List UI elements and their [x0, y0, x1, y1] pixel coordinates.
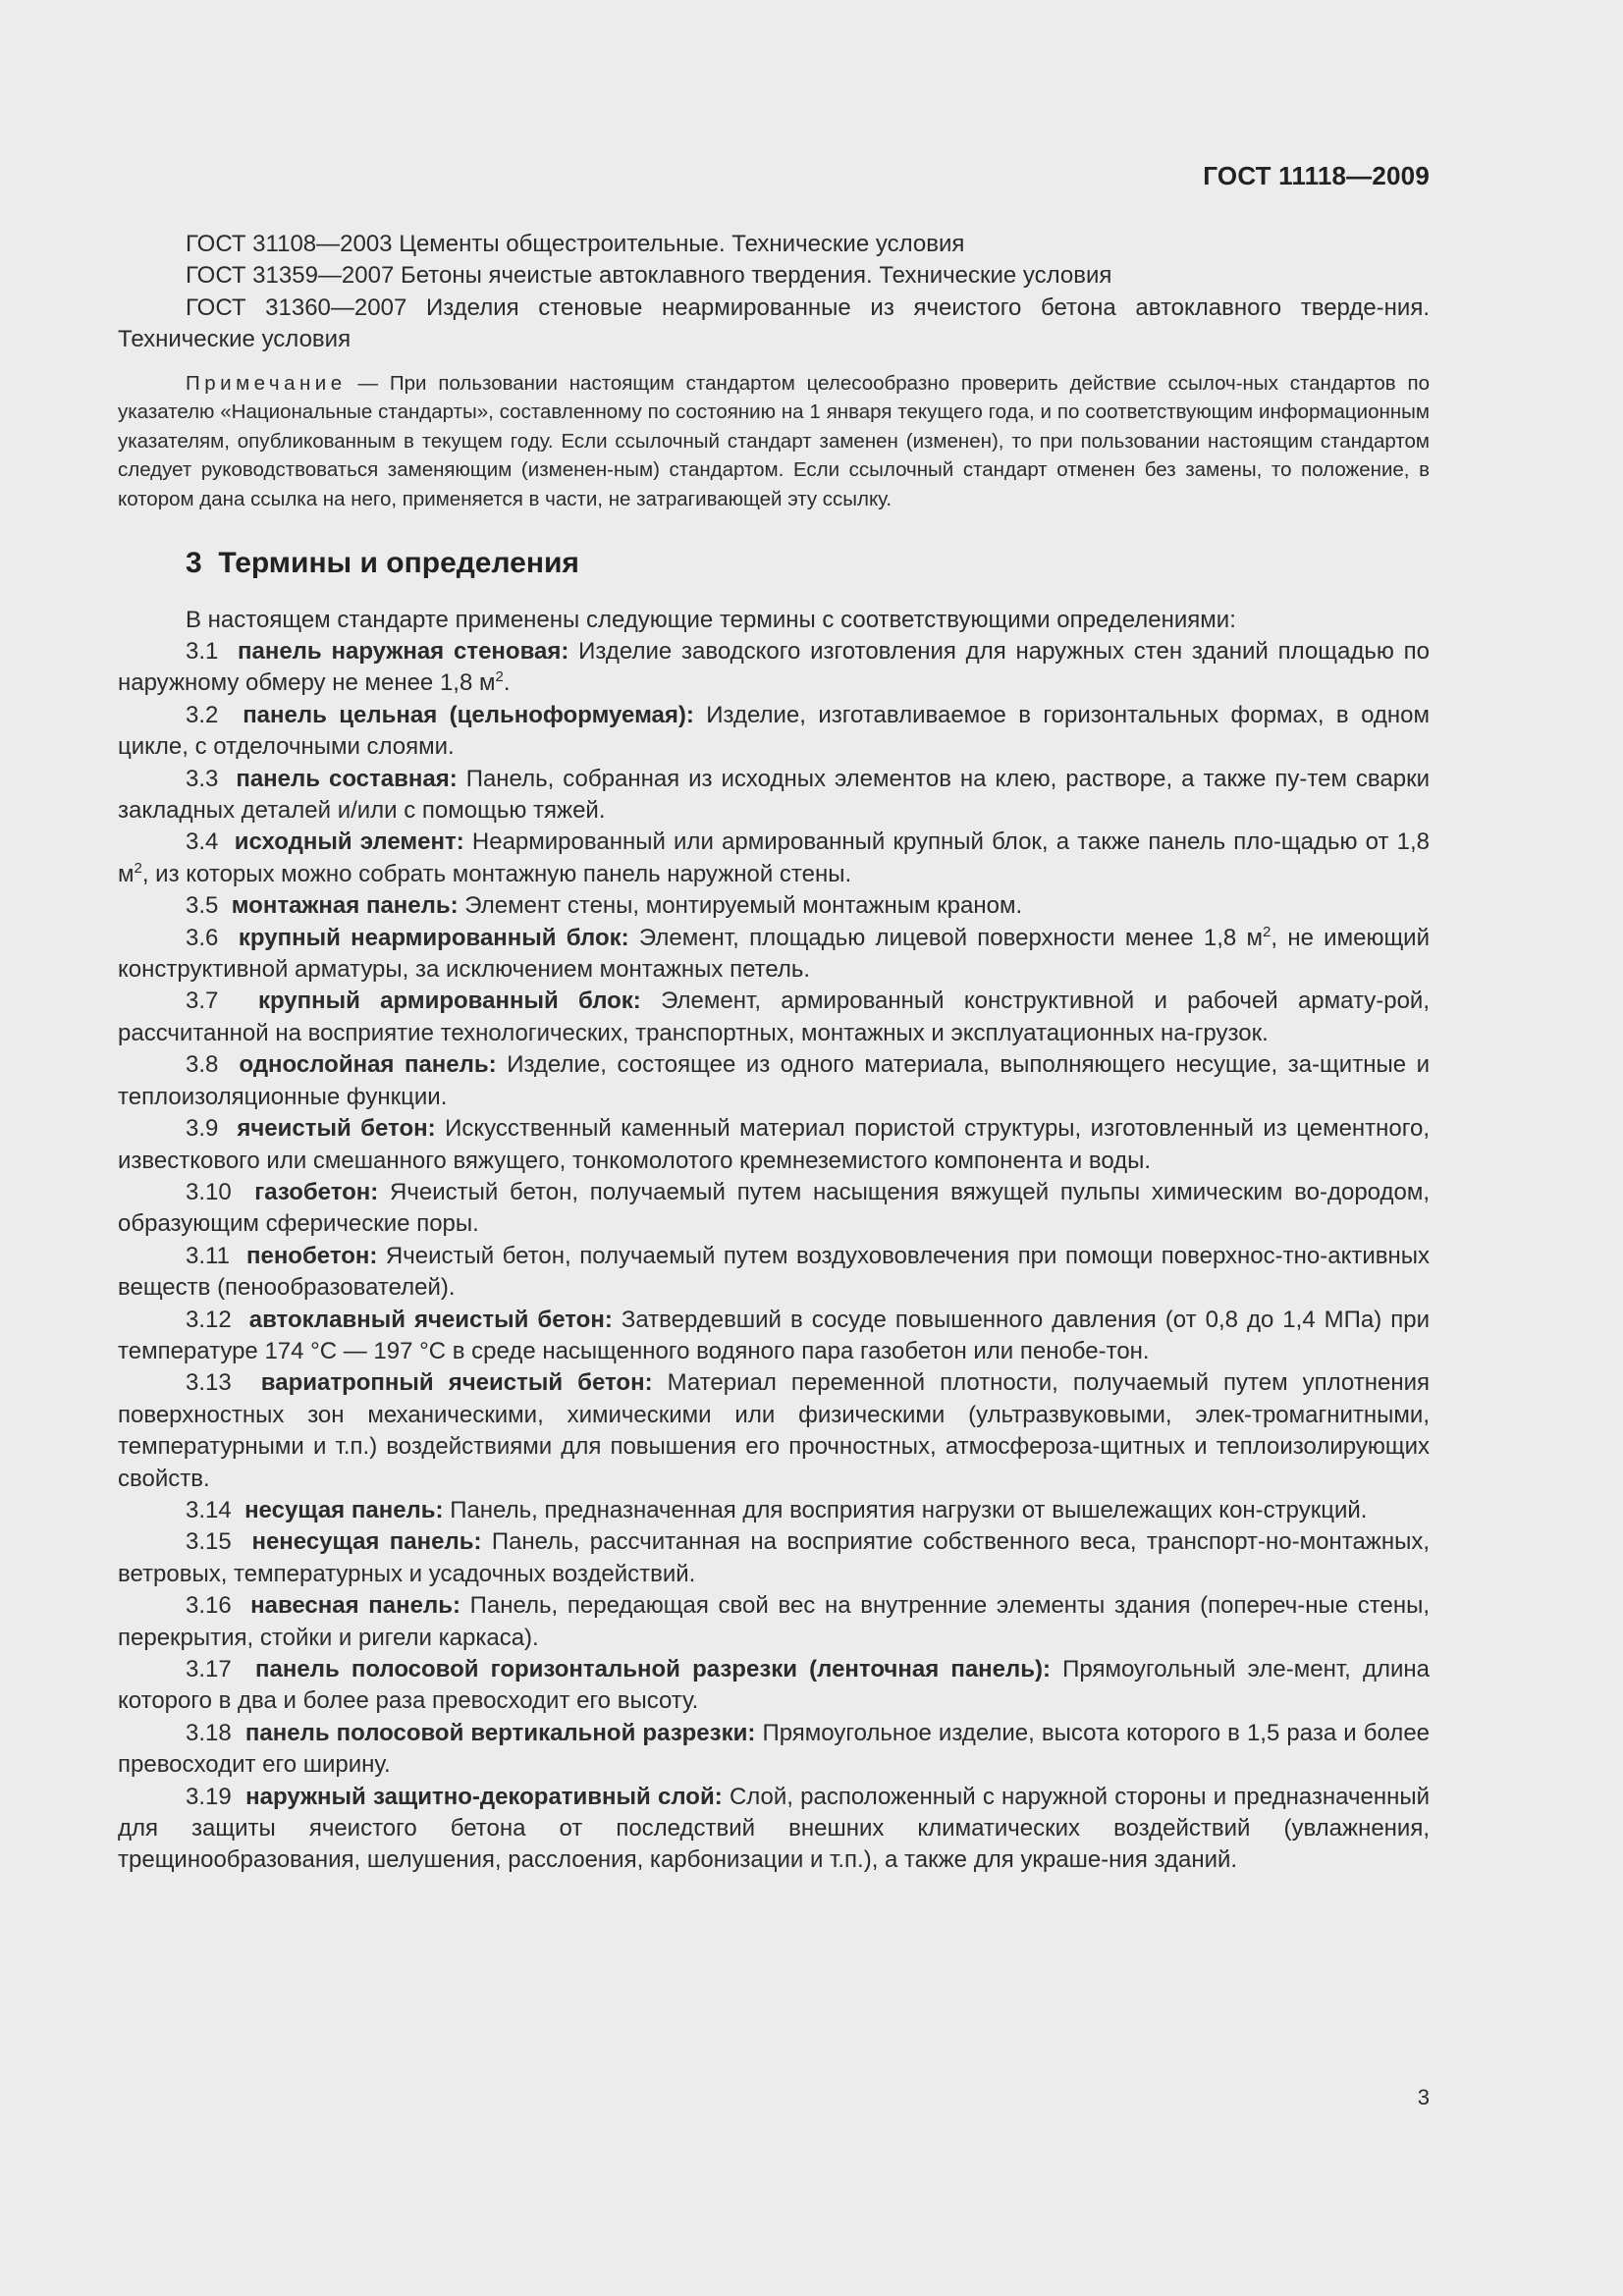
term-name: панель полосовой горизонтальной разрезки (ленточная панель): [255, 1656, 1052, 1682]
term-number: 3.14 [186, 1496, 232, 1523]
term-name: панель составная: [236, 765, 458, 792]
term-number: 3.16 [186, 1592, 232, 1620]
note-paragraph [118, 369, 1430, 514]
term-text: Затвердевший в сосуде повышенного давления (от 0,8 до 1,4 МПа) при температуре 174 °С — 197 °С в среде насыщенного водяного пара газобетон или пенобе-тон. [118, 1306, 1430, 1364]
term-number: 3.6 [186, 924, 219, 951]
term-definition [118, 890, 1430, 922]
term-definition [118, 1113, 1430, 1177]
term-text: Элемент, площадью лицевой поверхности менее 1,8 м [628, 924, 1264, 951]
term-name: однослойная панель: [239, 1051, 497, 1079]
term-number: 3.10 [186, 1178, 232, 1205]
section-heading [186, 544, 1430, 583]
term-text: Материал переменной плотности, получаемый путем уплотнения поверхностных зон механическими, химическими или физическими (ультразвуковыми, элек-тромагнитными, температурными и т.п.) воздействиями для повышения его прочностных, атмосфероза-щитных и теплоизолирующих свойств. [118, 1369, 1431, 1492]
term-number: 3.7 [186, 988, 219, 1015]
term-number: 3.15 [186, 1528, 232, 1556]
term-definition [118, 1305, 1430, 1368]
term-number: 3.3 [186, 765, 219, 792]
section-number: 3 [186, 546, 202, 579]
term-definition [118, 700, 1430, 764]
term-number: 3.9 [186, 1115, 219, 1143]
term-name: исходный элемент: [234, 828, 464, 856]
term-definition [118, 1590, 1430, 1654]
term-name: ячеистый бетон: [237, 1115, 436, 1143]
document-body [118, 229, 1430, 1877]
term-text: Изделие заводского изготовления для наружных стен зданий площадью по наружному обмеру не менее 1,8 м [118, 638, 1430, 697]
term-text: Неармированный или армированный крупный блок, а также панель пло-щадью от 1,8 м [118, 828, 1430, 887]
term-number: 3.13 [186, 1369, 232, 1397]
section-intro: В настоящем стандарте применены следующие термины с соответствующими определениями: [186, 606, 1236, 633]
term-definition [118, 1495, 1430, 1526]
term-definition [118, 1526, 1430, 1590]
term-text: Прямоугольный эле-мент, длина которого в два и более раза превосходит его высоту. [118, 1656, 1430, 1715]
term-text-tail: , из которых можно собрать монтажную панель наружной стены. [141, 860, 852, 887]
term-text: Панель, предназначенная для восприятия нагрузки от вышележащих кон-струкций. [443, 1496, 1368, 1523]
term-text: Изделие, изготавливаемое в горизонтальных формах, в одном цикле, с отделочными слоями. [118, 701, 1430, 761]
term-name: монтажная панель: [231, 892, 459, 920]
term-definition [118, 1782, 1430, 1877]
term-text: Панель, рассчитанная на восприятие собственного веса, транспорт-но-монтажных, ветровых, температурных и усадочных воздействий. [118, 1528, 1431, 1587]
term-name: крупный армированный блок: [257, 988, 641, 1015]
reference-item: ГОСТ 31108—2003 Цементы общестроительные. Технические условия [186, 231, 965, 257]
section-title: Термины и определения [218, 546, 579, 579]
term-number: 3.12 [186, 1306, 232, 1333]
term-definition [118, 764, 1430, 828]
term-name: панель полосовой вертикальной разрезки: [244, 1719, 756, 1746]
term-number: 3.11 [186, 1242, 230, 1269]
term-definition [118, 1654, 1430, 1718]
term-text: Ячеистый бетон, получаемый путем воздухововлечения при помощи поверхнос-тно-активных веществ (пенообразователей). [118, 1242, 1431, 1302]
term-name: автоклавный ячеистый бетон: [248, 1306, 613, 1333]
term-definition [118, 986, 1430, 1049]
term-definition [118, 1367, 1430, 1495]
term-name: навесная панель: [250, 1592, 460, 1620]
note-text: — При пользовании настоящим стандартом целесообразно проверить действие ссылоч-ных стандартов по указателю «Национальные стандарты», составленному по состоянию на 1 января текущего года, и по соответствующим информационным указателям, опубликованным в текущем году. Если ссылочный стандарт заменен (изменен), то при пользовании настоящим стандартом следует руководствоваться заменяющим (изменен-ным) стандартом. Если ссылочный стандарт отменен без замены, то положение, в котором дана ссылка на него, применяется в части, не затрагивающей эту ссылку. [118, 371, 1430, 510]
term-name: ненесущая панель: [251, 1528, 482, 1556]
term-text: Элемент, армированный конструктивной и рабочей армату-рой, рассчитанной на восприятие технологических, транспортных, монтажных и эксплуатационных на-грузок. [118, 988, 1430, 1046]
term-name: крупный неармированный блок: [238, 924, 629, 951]
term-name: панель цельная (цельноформуемая): [243, 701, 694, 728]
term-text: Слой, расположенный с наружной стороны и предназначенный для защиты ячеистого бетона от последствий внешних климатических воздействий (увлажнения, трещинообразования, шелушения, расслоения, карбонизации и т.п.), а также для украше-ния зданий. [118, 1783, 1431, 1874]
term-definition [118, 1177, 1430, 1241]
term-name: несущая панель: [244, 1496, 444, 1523]
term-number: 3.2 [186, 701, 219, 728]
term-text: Прямоугольное изделие, высота которого в 1,5 раза и более превосходит его ширину. [118, 1719, 1431, 1779]
superscript: 2 [134, 859, 142, 877]
term-text: Ячеистый бетон, получаемый путем насыщения вяжущей пульпы химическим во-дородом, образующим сферические поры. [118, 1178, 1431, 1238]
term-number: 3.18 [186, 1719, 232, 1746]
page-number: 3 [1417, 2085, 1430, 2109]
term-text: Панель, передающая свой вес на внутренние элементы здания (попереч-ные стены, перекрытия, стойки и ригели каркаса). [118, 1592, 1430, 1651]
term-definition [118, 827, 1430, 890]
term-number: 3.19 [186, 1783, 232, 1810]
term-name: вариатропный ячеистый бетон: [260, 1369, 653, 1397]
term-definition [118, 1241, 1430, 1305]
term-text-tail: , не имеющий конструктивной арматуры, за исключением монтажных петель. [118, 924, 1430, 984]
term-text: Элемент стены, монтируемый монтажным краном. [458, 892, 1023, 920]
term-definition [118, 923, 1430, 987]
superscript: 2 [1263, 923, 1271, 940]
document-code: ГОСТ 11118—2009 [1203, 161, 1430, 190]
term-name: пенобетон: [245, 1242, 378, 1269]
reference-item: ГОСТ 31360—2007 Изделия стеновые неармированные из ячеистого бетона автоклавного тверде-ния. Технические условия [118, 294, 1430, 353]
term-name: газобетон: [254, 1178, 379, 1205]
term-name: панель наружная стеновая: [237, 638, 569, 665]
reference-item: ГОСТ 31359—2007 Бетоны ячеистые автоклавного твердения. Технические условия [186, 262, 1112, 290]
term-number: 3.8 [186, 1051, 219, 1079]
term-name: наружный защитно-декоративный слой: [245, 1783, 723, 1810]
term-number: 3.5 [186, 892, 219, 920]
term-number: 3.17 [186, 1656, 232, 1682]
term-text: Изделие, состоящее из одного материала, выполняющего несущие, за-щитные и теплоизоляционные функции. [118, 1051, 1430, 1110]
note-label: Примечание [186, 371, 347, 395]
term-definition [118, 636, 1430, 700]
term-text: Искусственный каменный материал пористой структуры, изготовленный из цементного, известкового или смешанного вяжущего, тонкомолотого кремнеземистого компонента и воды. [118, 1115, 1431, 1174]
terms-list [118, 636, 1430, 1877]
superscript: 2 [495, 668, 504, 686]
term-number: 3.1 [186, 638, 219, 665]
term-text: Панель, собранная из исходных элементов на клею, растворе, а также пу-тем сварки закладных деталей и/или с помощью тяжей. [118, 765, 1430, 825]
term-definition [118, 1718, 1430, 1782]
term-text-tail: . [503, 669, 511, 697]
term-definition [118, 1049, 1430, 1113]
term-number: 3.4 [186, 828, 219, 856]
